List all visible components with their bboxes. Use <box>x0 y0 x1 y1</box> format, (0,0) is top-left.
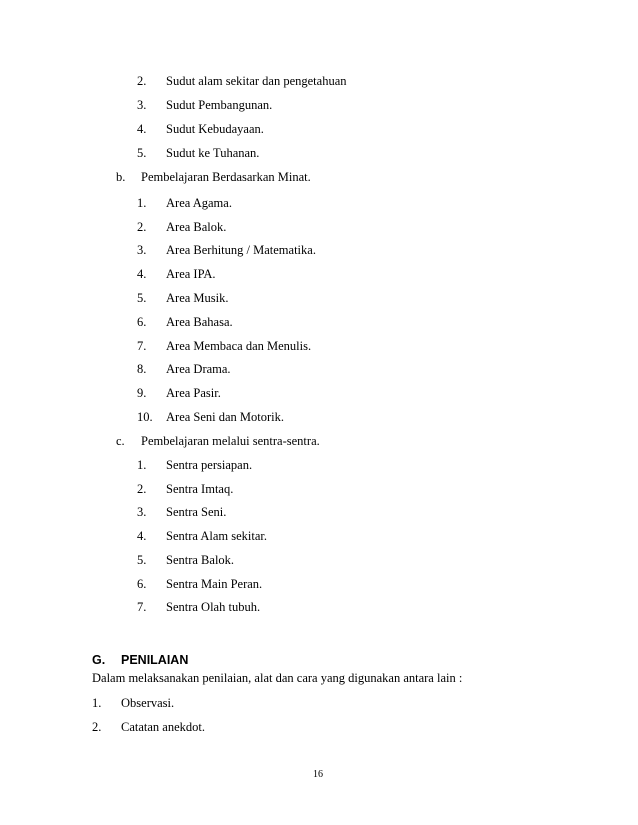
list-item-text: Sentra Seni. <box>166 505 227 519</box>
section-intro: Dalam melaksanakan penilaian, alat dan cara yang digunakan antara lain : <box>92 671 463 685</box>
list-item-text: Area Musik. <box>166 291 229 305</box>
list-item-number: 5. <box>137 291 147 305</box>
section-title: Pembelajaran melalui sentra-sentra. <box>141 434 320 448</box>
list-item-number: 2. <box>137 220 147 234</box>
list-item-number: 1. <box>137 196 147 210</box>
list-item-number: 6. <box>137 577 147 591</box>
page-number: 16 <box>313 769 323 780</box>
list-item-number: 3. <box>137 505 147 519</box>
list-item-text: Area Drama. <box>166 362 231 376</box>
list-item-text: Sentra Alam sekitar. <box>166 529 268 543</box>
list-item-text: Observasi. <box>121 696 175 710</box>
list-item-number: 7. <box>137 600 147 614</box>
list-item-text: Area Berhitung / Matematika. <box>166 243 316 257</box>
section-title: Pembelajaran Berdasarkan Minat. <box>141 170 311 184</box>
list-item-number: 9. <box>137 386 147 400</box>
list-item-text: Sudut alam sekitar dan pengetahuan <box>166 74 347 88</box>
list-item-number: 4. <box>137 529 147 543</box>
section-letter: c. <box>116 434 125 448</box>
list-item-text: Sentra Balok. <box>166 553 235 567</box>
list-item-text: Sentra Olah tubuh. <box>166 600 261 614</box>
list-item-text: Sentra persiapan. <box>166 458 253 472</box>
list-item-number: 5. <box>137 553 147 567</box>
list-item-number: 8. <box>137 362 147 376</box>
list-item-text: Area Bahasa. <box>166 315 233 329</box>
list-item-number: 2. <box>137 482 147 496</box>
section-heading-letter: G. <box>92 653 106 667</box>
list-item-number: 1. <box>92 696 102 710</box>
list-item-number: 3. <box>137 243 147 257</box>
list-item-text: Area IPA. <box>166 267 216 281</box>
list-item-text: Sudut Kebudayaan. <box>166 122 264 136</box>
section-letter: b. <box>116 170 126 184</box>
list-item-text: Sudut ke Tuhanan. <box>166 146 260 160</box>
list-item-number: 2. <box>92 720 102 734</box>
list-item-text: Sentra Imtaq. <box>166 482 234 496</box>
list-item-text: Sentra Main Peran. <box>166 577 263 591</box>
list-item-number: 4. <box>137 267 147 281</box>
list-item-number: 2. <box>137 74 147 88</box>
list-item-text: Area Pasir. <box>166 386 221 400</box>
list-item-number: 1. <box>137 458 147 472</box>
list-item-text: Area Agama. <box>166 196 232 210</box>
list-item-number: 3. <box>137 98 147 112</box>
list-item-number: 4. <box>137 122 147 136</box>
list-item-number: 10. <box>137 410 153 424</box>
list-item-text: Area Seni dan Motorik. <box>166 410 285 424</box>
list-item-text: Area Membaca dan Menulis. <box>166 339 312 353</box>
list-item-text: Sudut Pembangunan. <box>166 98 273 112</box>
section-heading-title: PENILAIAN <box>121 653 189 667</box>
list-item-number: 7. <box>137 339 147 353</box>
list-item-text: Catatan anekdot. <box>121 720 205 734</box>
list-item-number: 5. <box>137 146 147 160</box>
list-item-number: 6. <box>137 315 147 329</box>
list-item-text: Area Balok. <box>166 220 227 234</box>
